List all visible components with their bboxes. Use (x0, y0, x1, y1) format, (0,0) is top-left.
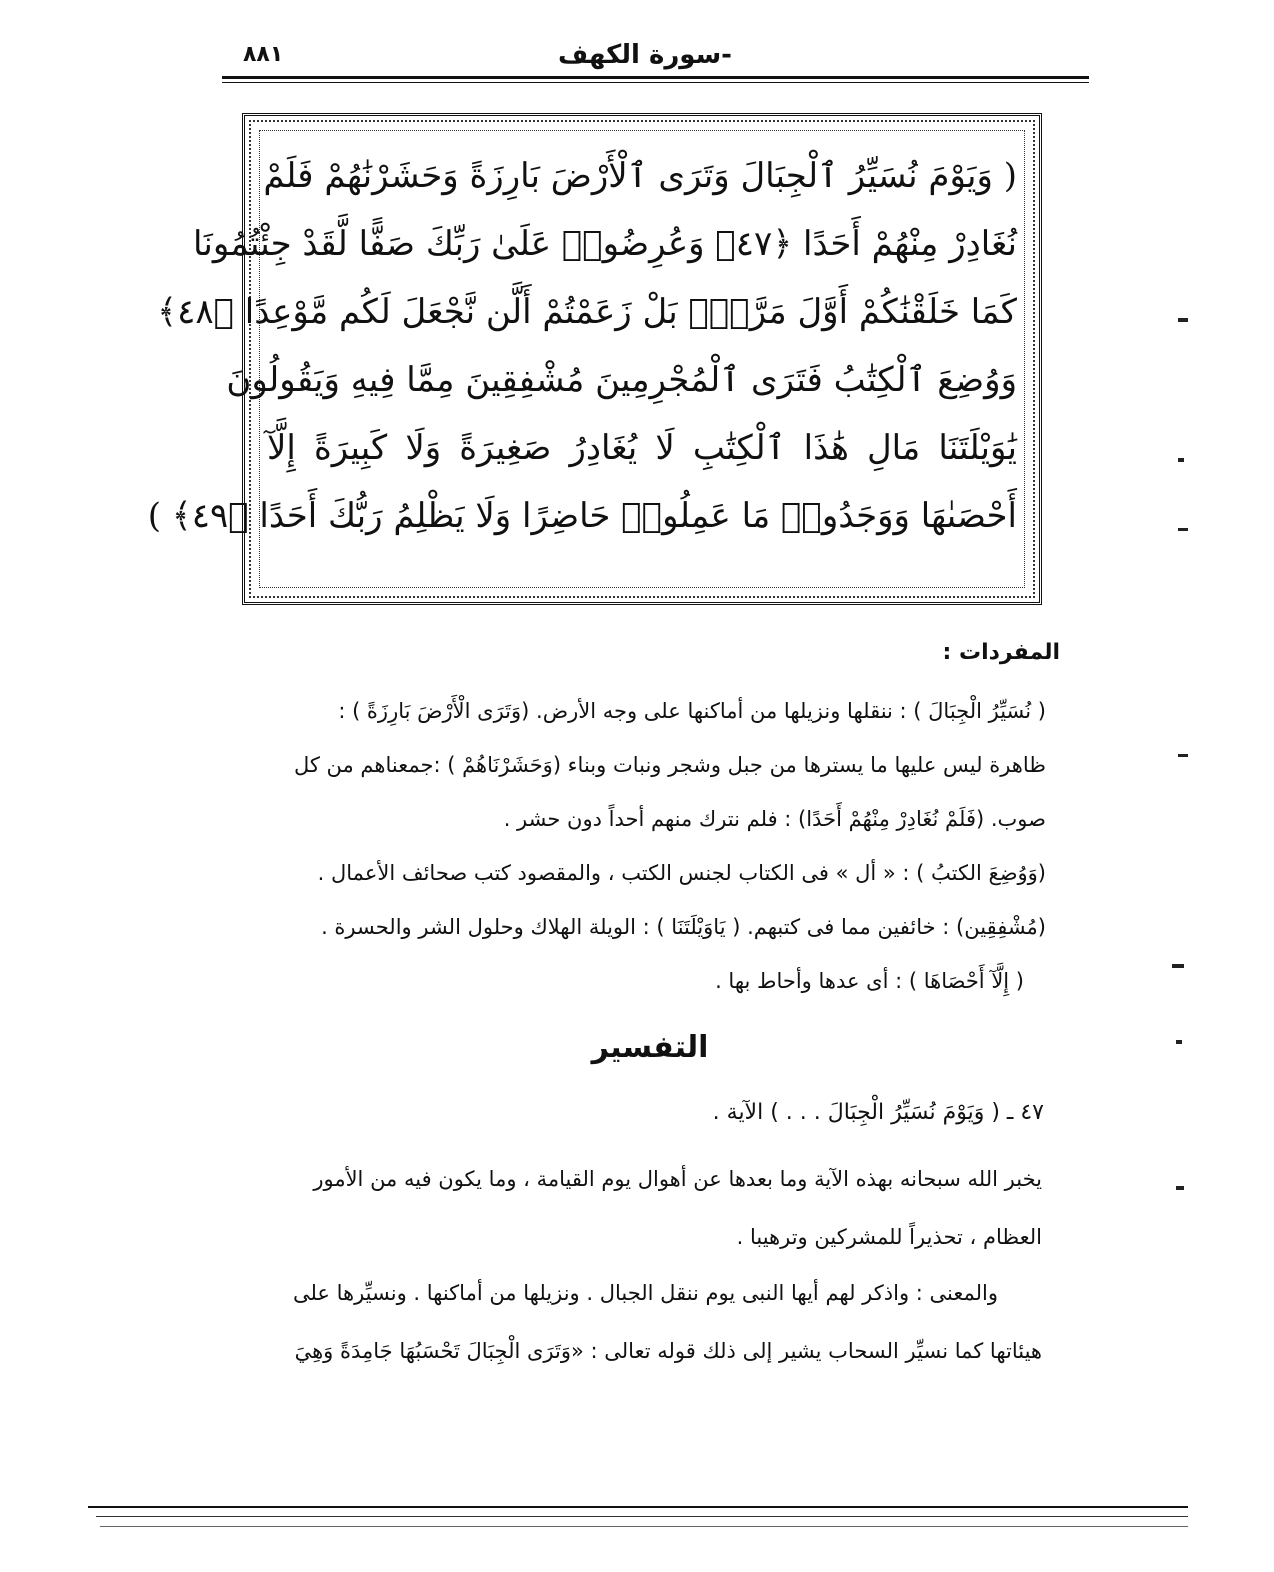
margin-mark (1176, 1040, 1182, 1044)
margin-mark (1178, 318, 1188, 322)
verse-frame (147, 113, 1042, 605)
surah-title: -سورة الكهف (558, 40, 732, 70)
verse-line-4: وَوُضِعَ ٱلْكِتَٰبُ فَتَرَى ٱلْمُجْرِمِينَ مُشْفِقِينَ مِمَّا فِيهِ وَيَقُولُونَ (226, 360, 1017, 400)
bottom-rule (88, 1506, 1188, 1508)
margin-mark (1172, 964, 1184, 968)
header-rule (222, 76, 1089, 79)
margin-mark (1178, 458, 1184, 462)
margin-mark (1178, 754, 1188, 757)
verse-text (147, 142, 1017, 550)
page-number: ٨٨١ (243, 42, 284, 67)
vocabulary-line-4: (وَوُضِعَ الكتبُ ) : « أل » فى الكتاب لجنس الكتب ، والمقصود كتب صحائف الأعمال . (317, 861, 1046, 885)
vocabulary-block (216, 684, 1046, 1008)
paragraph-1-line-1: يخبر الله سبحانه بهذه الآية وما بعدها عن أهوال يوم القيامة ، وما يكون فيه من الأمور (313, 1167, 1042, 1191)
bottom-rule (100, 1526, 1188, 1527)
vocabulary-heading: المفردات : (942, 640, 1060, 665)
verse-line-5: يَٰوَيْلَتَنَا مَالِ هَٰذَا ٱلْكِتَٰبِ لَا يُغَادِرُ صَغِيرَةً وَلَا كَبِيرَةً إِلَّآ (267, 428, 1017, 468)
tafsir-paragraph-1 (196, 1150, 1042, 1266)
vocabulary-line-1: ( نُسَيِّرُ الْجِبَالَ ) : ننقلها ونزيلها من أماكنها على وجه الأرض. (وَتَرَى الْأَرْضَ بَارِزَةً ) : (338, 699, 1046, 723)
paragraph-1-line-2: العظام ، تحذيراً للمشركين وترهيبا . (736, 1225, 1042, 1249)
header-rule-thin (222, 82, 1089, 83)
paragraph-2-line-1: والمعنى : واذكر لهم أيها النبى يوم ننقل الجبال . ونزيلها من أماكنها . ونسيِّرها على (292, 1281, 998, 1305)
verse-reference: ٤٧ ـ ( وَيَوْمَ نُسَيِّرُ الْجِبَالَ . . . ) الآية . (712, 1100, 1044, 1125)
vocabulary-line-6: ( إِلَّآ أَحْصَاهَا ) : أى عدها وأحاط بها . (715, 969, 1024, 993)
verse-line-1: ( وَيَوْمَ نُسَيِّرُ ٱلْجِبَالَ وَتَرَى ٱلْأَرْضَ بَارِزَةً وَحَشَرْنَٰهُمْ فَلَمْ (263, 156, 1017, 196)
verse-line-2: نُغَادِرْ مِنْهُمْ أَحَدًا ﴿٤٧﴾ وَعُرِضُوا۟ عَلَىٰ رَبِّكَ صَفًّا لَّقَدْ جِئْتُمُونَا (193, 224, 1017, 264)
bottom-rule (96, 1516, 1188, 1517)
vocabulary-line-3: صوب. (فَلَمْ نُغَادِرْ مِنْهُمْ أَحَدًا) : فلم نترك منهم أحداً دون حشر . (503, 807, 1046, 831)
margin-mark (1178, 528, 1188, 531)
verse-line-3: كَمَا خَلَقْنَٰكُمْ أَوَّلَ مَرَّةٍۭ بَلْ زَعَمْتُمْ أَلَّن نَّجْعَلَ لَكُم مَّوْعِدًا ﴿٤٨﴾ (157, 292, 1017, 332)
tafsir-heading: التفسير (591, 1030, 709, 1065)
verse-line-6: أَحْصَىٰهَا وَوَجَدُوا۟ مَا عَمِلُوا۟ حَاضِرًا وَلَا يَظْلِمُ رَبُّكَ أَحَدًا ﴿٤٩﴾ ) (147, 496, 1017, 536)
tafsir-paragraph-2 (196, 1264, 1042, 1380)
vocabulary-line-2: ظاهرة ليس عليها ما يسترها من جبل وشجر ونبات وبناء (وَحَشَرْنَاهُمْ ) :جمعناهم من كل (293, 753, 1046, 777)
margin-mark (1176, 1186, 1184, 1190)
vocabulary-line-5: (مُشْفِقِين) : خائفين مما فى كتبهم. ( يَاوَيْلَتَنَا ) : الويلة الهلاك وحلول الشر والحسرة . (321, 915, 1046, 939)
paragraph-2-line-2: هيئاتها كما نسيِّر السحاب يشير إلى ذلك قوله تعالى : «وَتَرَى الْجِبَالَ تَحْسَبُهَا جَامِدَةً وَهِيَ (294, 1339, 1042, 1363)
